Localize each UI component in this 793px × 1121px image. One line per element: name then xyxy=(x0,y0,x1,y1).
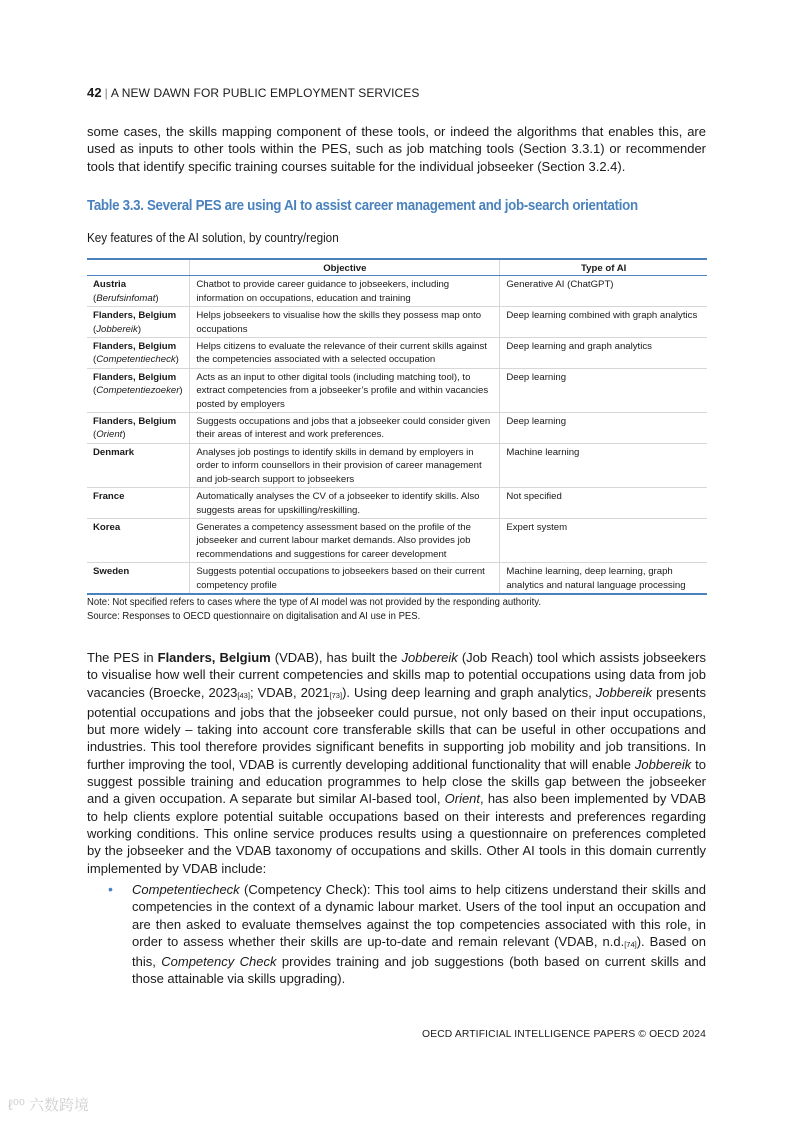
table-subtitle: Key features of the AI solution, by country/region xyxy=(87,230,339,245)
objective-cell: Chatbot to provide career guidance to jobseekers, including information on occupations, education and training xyxy=(190,276,500,307)
text-run: , has also been implemented by VDAB to help clients explore potential suitable occupations based on their interests and preferences regarding working conditions. This online service produces results using a questionnaire on preferences completed by the jobseeker and the VDAB taxonomy of occupations and skills. Other AI tools in this domain currently implemented by VDAB include: xyxy=(87,791,706,876)
table-row xyxy=(87,488,707,519)
page-footer: OECD ARTIFICIAL INTELLIGENCE PAPERS © OECD 2024 xyxy=(422,1029,706,1040)
text-run: The PES in xyxy=(87,650,158,665)
country-cell xyxy=(87,307,190,338)
country-cell xyxy=(87,368,190,412)
page-number: 42 xyxy=(87,85,102,100)
tool-name-wrap: (Berufsinfomat) xyxy=(93,292,159,304)
text-run: (Job Reach) tool which assists jobseekers to visualise how well their current competencies and skills map to potential occupations using data from job vacancies (Broecke, 2023 xyxy=(87,650,706,700)
header-separator: | xyxy=(104,86,108,100)
table-title: Table 3.3. Several PES are using AI to assist career management and job-search orientation xyxy=(87,198,638,214)
tool-name: Orient xyxy=(96,429,123,441)
text-run: presents potential occupations and jobs that the jobseeker could pursue, not only based on their input occupations, but more widely – taking into account core transferable skills that can be useful in other occupations and industries. This tool therefore provides significant benefits in supporting job mobility and job transitions. In further improving the tool, VDAB is currently developing additional functionality that will enable xyxy=(87,684,706,772)
bold-flanders: Flanders, Belgium xyxy=(157,650,271,665)
table-header-row xyxy=(87,259,707,276)
ai-type-cell: Deep learning and graph analytics xyxy=(500,338,707,369)
table-row xyxy=(87,563,707,594)
country-name: Denmark xyxy=(93,446,135,458)
table-note: Note: Not specified refers to cases where the type of AI model was not provided by the responding authority. xyxy=(87,597,541,608)
objective-cell: Generates a competency assessment based on the profile of the jobseeker and current labour market demands. Also provides job recommendations and suggestions for career development xyxy=(190,518,500,562)
header-type-of-ai: Type of AI xyxy=(500,259,707,276)
tool-name-wrap: (Orient) xyxy=(93,429,126,441)
country-cell xyxy=(87,413,190,444)
text-run: provides training and job suggestions (both based on current skills and those attainable via skills upgrading). xyxy=(132,954,706,987)
italic-jobbereik: Jobbereik xyxy=(595,684,653,700)
objective-cell: Suggests potential occupations to jobseekers based on their current competency profile xyxy=(190,563,500,594)
ai-type-cell: Generative AI (ChatGPT) xyxy=(500,276,707,307)
ai-type-cell: Deep learning combined with graph analytics xyxy=(500,307,707,338)
ai-solutions-table xyxy=(87,258,707,595)
country-cell xyxy=(87,488,190,519)
country-name: Flanders, Belgium xyxy=(93,371,177,383)
text-run: ). Based on this, xyxy=(132,933,706,970)
text-run: ). Using deep learning and graph analytics, xyxy=(342,684,596,700)
country-name: France xyxy=(93,491,125,503)
italic-competency-check: Competency Check xyxy=(161,954,277,970)
tool-name: Competentiezoeker xyxy=(96,385,180,397)
table-row xyxy=(87,276,707,307)
text-run: (Competency Check): This tool aims to help citizens understand their skills and competencies in the context of a dynamic labour market. Users of the tool input an occupation and are then asked to evaluate themselves against the top competencies associated with this role, in order to assess whether their skills are up-to-date and remain relevant (VDAB, n.d. xyxy=(132,882,706,949)
table-row xyxy=(87,307,707,338)
reference-73: [73] xyxy=(329,690,343,700)
ai-type-cell: Machine learning xyxy=(500,443,707,487)
main-paragraph xyxy=(87,649,706,877)
country-name: Flanders, Belgium xyxy=(93,416,177,428)
objective-cell: Helps citizens to evaluate the relevance of their current skills against the competencies associated with a selected occupation xyxy=(190,338,500,369)
country-cell xyxy=(87,276,190,307)
tool-name-wrap: (Competentiecheck) xyxy=(93,354,179,366)
country-name: Austria xyxy=(93,279,127,291)
table-source: Source: Responses to OECD questionnaire on digitalisation and AI use in PES. xyxy=(87,611,421,622)
objective-cell: Analyses job postings to identify skills in demand by employers in order to inform counsellors in their provision of career management and job-search support to jobseekers xyxy=(190,443,500,487)
country-cell xyxy=(87,518,190,562)
country-cell xyxy=(87,563,190,594)
italic-competentiecheck: Competentiecheck xyxy=(132,882,240,897)
tool-name: Jobbereik xyxy=(96,323,138,335)
header-title: A NEW DAWN FOR PUBLIC EMPLOYMENT SERVICES xyxy=(110,86,420,100)
ai-type-cell: Deep learning xyxy=(500,368,707,412)
italic-orient: Orient xyxy=(444,791,481,807)
header-objective: Objective xyxy=(190,259,500,276)
bullet-marker: • xyxy=(108,881,113,897)
italic-jobbereik: Jobbereik xyxy=(401,650,458,665)
table-row xyxy=(87,518,707,562)
italic-jobbereik: Jobbereik xyxy=(634,756,692,772)
text-run: (VDAB), has built the xyxy=(270,650,402,665)
objective-cell: Helps jobseekers to visualise how the skills they possess map onto occupations xyxy=(190,307,500,338)
tool-name-wrap: (Competentiezoeker) xyxy=(93,385,183,397)
country-cell xyxy=(87,443,190,487)
ai-type-cell: Not specified xyxy=(500,488,707,519)
tool-name: Berufsinfomat xyxy=(96,292,156,304)
tool-name-wrap: (Jobbereik) xyxy=(93,323,142,335)
watermark-logo: ℓ⁰⁰ 六数跨境 xyxy=(8,1097,90,1114)
objective-cell: Suggests occupations and jobs that a jobseeker could consider given their areas of interest and work preferences. xyxy=(190,413,500,444)
objective-cell: Acts as an input to other digital tools (including matching tool), to extract competencies from a jobseeker’s profile and within vacancies posted by employers xyxy=(190,368,500,412)
ai-type-cell: Expert system xyxy=(500,518,707,562)
country-name: Korea xyxy=(93,521,121,533)
table-row xyxy=(87,338,707,369)
country-name: Flanders, Belgium xyxy=(93,310,177,322)
country-name: Flanders, Belgium xyxy=(93,341,177,353)
table-row xyxy=(87,413,707,444)
table-row xyxy=(87,443,707,487)
objective-cell: Automatically analyses the CV of a jobseeker to identify skills. Also suggests areas for upskilling/reskilling. xyxy=(190,488,500,519)
country-cell xyxy=(87,338,190,369)
text-run: ; VDAB, 2021 xyxy=(249,684,330,700)
ai-type-cell: Machine learning, deep learning, graph analytics and natural language processing xyxy=(500,563,707,594)
tool-name: Competentiecheck xyxy=(96,354,176,366)
header-country xyxy=(87,259,190,276)
text-run: to suggest possible training and education programmes to help close the skills gap between the jobseeker and a given occupation. A separate but similar AI-based tool, xyxy=(87,756,706,807)
intro-paragraph: some cases, the skills mapping component of these tools, or indeed the algorithms that enables this, are used as inputs to other tools within the PES, such as job matching tools (Section 3.3.1) or recommender tools that identify specific training courses suitable for the individual jobseeker (Section 3.2.4). xyxy=(87,124,706,174)
page-header xyxy=(87,85,420,100)
country-name: Sweden xyxy=(93,566,130,578)
reference-74: [74] xyxy=(624,939,637,949)
bullet-paragraph xyxy=(132,881,706,988)
ai-type-cell: Deep learning xyxy=(500,413,707,444)
reference-43: [43] xyxy=(237,690,250,700)
table-row xyxy=(87,368,707,412)
